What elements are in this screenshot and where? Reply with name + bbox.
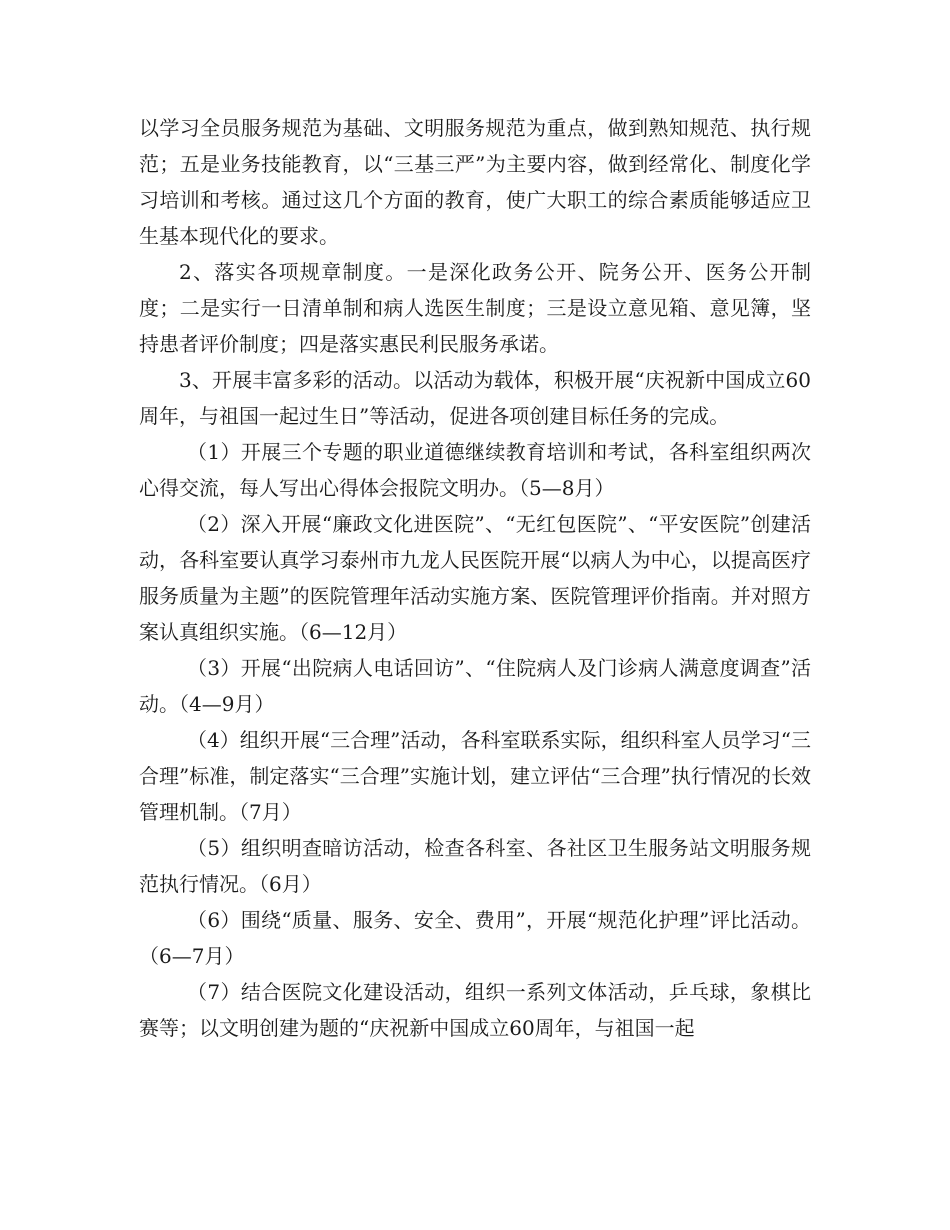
list-item-activity-7: （7）结合医院文化建设活动，组织一系列文体活动，乒乓球，象棋比赛等；以文明创建为题的“庆祝新中国成立60周年，与祖国一起 [139, 980, 811, 1040]
list-item-activity-6: （6）围绕“质量、服务、安全、费用”，开展“规范化护理”评比活动。（6—7月） [139, 908, 811, 968]
document-page [139, 110, 811, 1046]
paragraph-education-continued: 以学习全员服务规范为基础、文明服务规范为重点，做到熟知规范、执行规范；五是业务技能教育，以“三基三严”为主要内容，做到经常化、制度化学习培训和考核。通过这几个方面的教育，使广大职工的综合素质能够适应卫生基本现代化的要求。 [139, 116, 811, 248]
paragraph-rules-implementation: 2、落实各项规章制度。一是深化政务公开、院务公开、医务公开制度；二是实行一日清单制和病人选医生制度；三是设立意见箱、意见簿，坚持患者评价制度；四是落实惠民利民服务承诺。 [139, 260, 811, 356]
paragraph-activities-intro: 3、开展丰富多彩的活动。以活动为载体，积极开展“庆祝新中国成立60周年，与祖国一起过生日”等活动，促进各项创建目标任务的完成。 [139, 368, 811, 428]
list-item-activity-3: （3）开展“出院病人电话回访”、“住院病人及门诊病人满意度调查”活动。（4—9月） [139, 656, 811, 716]
list-item-activity-4: （4）组织开展“三合理”活动，各科室联系实际，组织科室人员学习“三合理”标准，制定落实“三合理”实施计划，建立评估“三合理”执行情况的长效管理机制。（7月） [139, 728, 811, 824]
list-item-activity-2: （2）深入开展“廉政文化进医院”、“无红包医院”、“平安医院”创建活动，各科室要认真学习泰州市九龙人民医院开展“以病人为中心，以提高医疗服务质量为主题”的医院管理年活动实施方案、医院管理评价指南。并对照方案认真组织实施。（6—12月） [139, 512, 811, 644]
list-item-activity-5: （5）组织明查暗访活动，检查各科室、各社区卫生服务站文明服务规范执行情况。（6月） [139, 836, 811, 896]
list-item-activity-1: （1）开展三个专题的职业道德继续教育培训和考试，各科室组织两次心得交流，每人写出心得体会报院文明办。（5—8月） [139, 440, 811, 500]
